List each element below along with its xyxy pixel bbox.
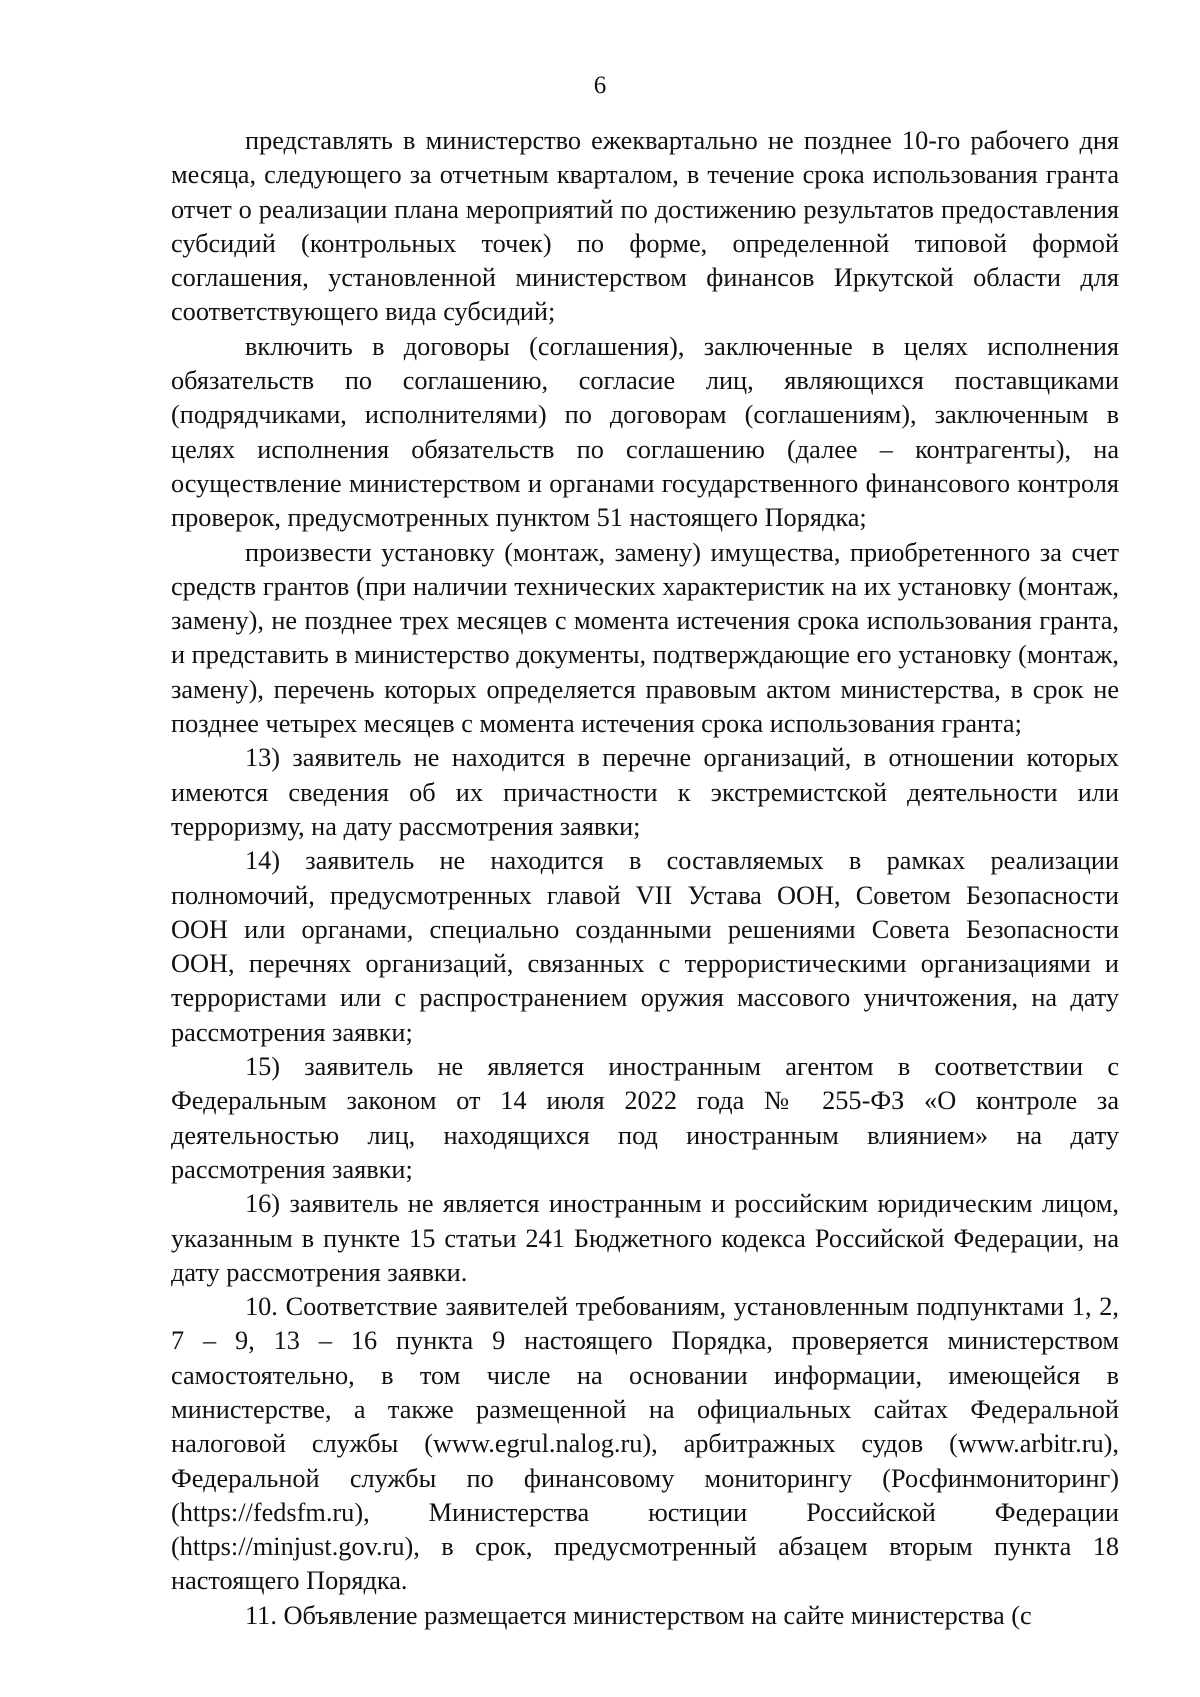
paragraph-equipment-installation: произвести установку (монтаж, замену) имущества, приобретенного за счет средств грантов (при наличии технических характеристик на их установку (монтаж, замену), не позднее трех месяцев с момента истечения срока использования гранта, и представить в министерство документы, подтверждающие его установку (монтаж, замену), перечень которых определяется правовым актом министерства, в срок не позднее четырех месяцев с момента истечения срока использования гранта; xyxy=(171,537,1119,739)
paragraph-section-11: 11. Объявление размещается министерством на сайте министерства (с xyxy=(245,1600,1032,1630)
paragraph-item-15: 15) заявитель не является иностранным агентом в соответствии с Федеральным законом от 14 июля 2022 года № 255-ФЗ «О контроле за деятельностью лиц, находящихся под иностранным влиянием» на дату рассмотрения заявки; xyxy=(171,1052,1119,1184)
paragraph-item-14: 14) заявитель не находится в составляемых в рамках реализации полномочий, предусмотренных главой VII Устава ООН, Советом Безопасности ООН или органами, специально созданными решениями Совета Безопасности ООН, перечнях организаций, связанных с террористическими организациями и террористами или с распространением оружия массового уничтожения, на дату рассмотрения заявки; xyxy=(171,846,1119,1047)
paragraph-item-16: 16) заявитель не является иностранным и российским юридическим лицом, указанным в пункте 15 статьи 241 Бюджетного кодекса Российской Федерации, на дату рассмотрения заявки. xyxy=(171,1189,1119,1287)
paragraph-section-10: 10. Соответствие заявителей требованиям, установленным подпунктами 1, 2, 7 – 9, 13 – 16 пункта 9 настоящего Порядка, проверяется министерством самостоятельно, в том числе на основании информации, имеющейся в министерстве, а также размещенной на официальных сайтах Федеральной налоговой службы (www.egrul.nalog.ru), арбитражных судов (www.arbitr.ru), Федеральной службы по финансовому мониторингу (Росфинмониторинг) (https://fedsfm.ru), Министерства юстиции Российской Федерации (https://minjust.gov.ru), в срок, предусмотренный абзацем вторым пункта 18 настоящего Порядка. xyxy=(171,1292,1119,1596)
page-number: 6 xyxy=(593,72,607,99)
paragraph-report-obligation: представлять в министерство ежеквартально не позднее 10-го рабочего дня месяца, следующего за отчетным кварталом, в течение срока использования гранта отчет о реализации плана мероприятий по достижению результатов предоставления субсидий (контрольных точек) по форме, определенной типовой формой соглашения, установленной министерством финансов Иркутской области для соответствующего вида субсидий; xyxy=(171,126,1119,327)
paragraph-contractor-consent: включить в договоры (соглашения), заключенные в целях исполнения обязательств по соглашению, согласие лиц, являющихся поставщиками (подрядчиками, исполнителями) по договорам (соглашениям), заключенным в целях исполнения обязательств по соглашению (далее – контрагенты), на осуществление министерством и органами государственного финансового контроля проверок, предусмотренных пунктом 51 настоящего Порядка; xyxy=(171,331,1119,533)
paragraph-item-13: 13) заявитель не находится в перечне организаций, в отношении которых имеются сведения об их причастности к экстремистской деятельности или терроризму, на дату рассмотрения заявки; xyxy=(171,743,1119,841)
document-body xyxy=(171,124,1119,1633)
